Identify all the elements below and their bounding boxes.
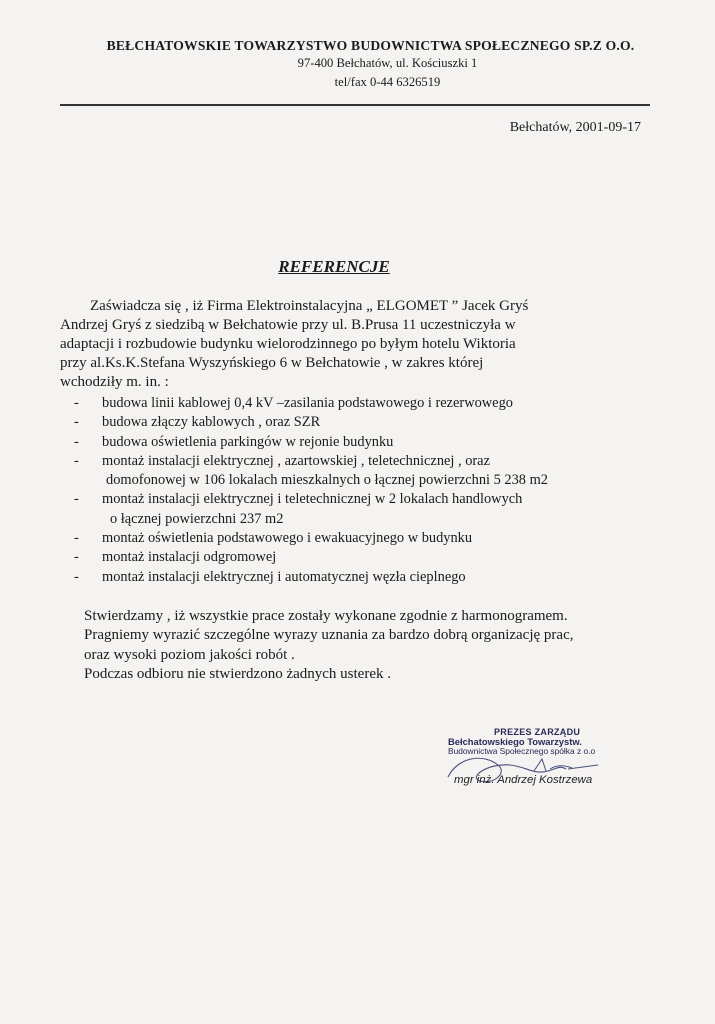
letterhead-rule: [60, 104, 650, 106]
dash-bullet: -: [74, 568, 79, 585]
list-item: - budowa linii kablowej 0,4 kV –zasilania podstawowego i rezerwowego: [60, 394, 650, 413]
list-item: - montaż instalacji odgromowej: [60, 548, 650, 567]
list-item: - budowa oświetlenia parkingów w rejonie budynku: [60, 433, 650, 452]
intro-paragraph: [60, 297, 650, 392]
intro-line: wchodziły m. in. :: [60, 374, 169, 390]
list-item: - montaż instalacji elektrycznej i teletechnicznej w 2 lokalach handlowych o łącznej powierzchni 237 m2: [74, 491, 523, 527]
signer-name: mgr inż. Andrzej Kostrzewa: [454, 774, 593, 786]
document-title: REFERENCJE: [278, 257, 390, 276]
company-name: BEŁCHATOWSKIE TOWARZYSTWO BUDOWNICTWA SPOŁECZNEGO SP.Z O.O.: [106, 38, 635, 53]
dash-bullet: -: [74, 395, 79, 411]
list-item: - montaż oświetlenia podstawowego i ewakuacyjnego w budynku: [60, 529, 650, 548]
list-item: - montaż instalacji elektrycznej i automatycznej węzła cieplnego: [60, 568, 650, 587]
signature-block: [448, 727, 648, 803]
list-item: - montaż instalacji elektrycznej , azartowskiej , teletechnicznej , oraz domofonowej w 106 lokalach mieszkalnych o łącznej powierzchni 5 238 m2: [74, 452, 548, 489]
closing-line: Pragniemy wyrazić szczególne wyrazy uznania za bardzo dobrą organizację prac,: [84, 627, 574, 644]
stamp-title: PREZES ZARZĄDU: [494, 727, 581, 737]
closing-paragraph: [60, 607, 650, 685]
intro-line: Zaświadcza się , iż Firma Elektroinstalacyjna „ ELGOMET ” Jacek Gryś: [90, 298, 529, 314]
stamp-line: Bełchatowskiego Towarzystw.: [448, 736, 582, 747]
closing-line: Podczas odbioru nie stwierdzono żadnych usterek .: [84, 666, 391, 683]
company-address: 97-400 Bełchatów, ul. Kościuszki 1: [297, 56, 478, 70]
closing-line: oraz wysoki poziom jakości robót .: [84, 646, 295, 663]
dash-bullet: -: [74, 549, 79, 566]
dash-bullet: -: [74, 452, 79, 469]
closing-line: Stwierdzamy , iż wszystkie prace zostały wykonane zgodnie z harmonogramem.: [84, 607, 568, 624]
intro-line: adaptacji i rozbudowie budynku wielorodzinnego po byłym hotelu Wiktoria: [60, 336, 516, 352]
list-item: - budowa złączy kablowych , oraz SZR: [60, 413, 650, 432]
dash-bullet: -: [74, 414, 79, 431]
dash-bullet: -: [74, 530, 79, 547]
dash-bullet: -: [74, 491, 79, 508]
intro-line: Andrzej Gryś z siedzibą w Bełchatowie przy ul. B.Prusa 11 uczestniczyła w: [60, 317, 516, 333]
letterhead: [0, 38, 715, 92]
stamp-line: Budownictwa Społecznego spółka z o.o: [448, 746, 596, 756]
company-phone: tel/fax 0-44 6326519: [334, 75, 441, 89]
scope-list: [60, 394, 650, 587]
intro-line: przy al.Ks.K.Stefana Wyszyńskiego 6 w Bełchatowie , w zakres której: [60, 355, 484, 371]
document-body: [60, 297, 650, 685]
document-date: Bełchatów, 2001-09-17: [509, 120, 641, 135]
dash-bullet: -: [74, 433, 79, 450]
